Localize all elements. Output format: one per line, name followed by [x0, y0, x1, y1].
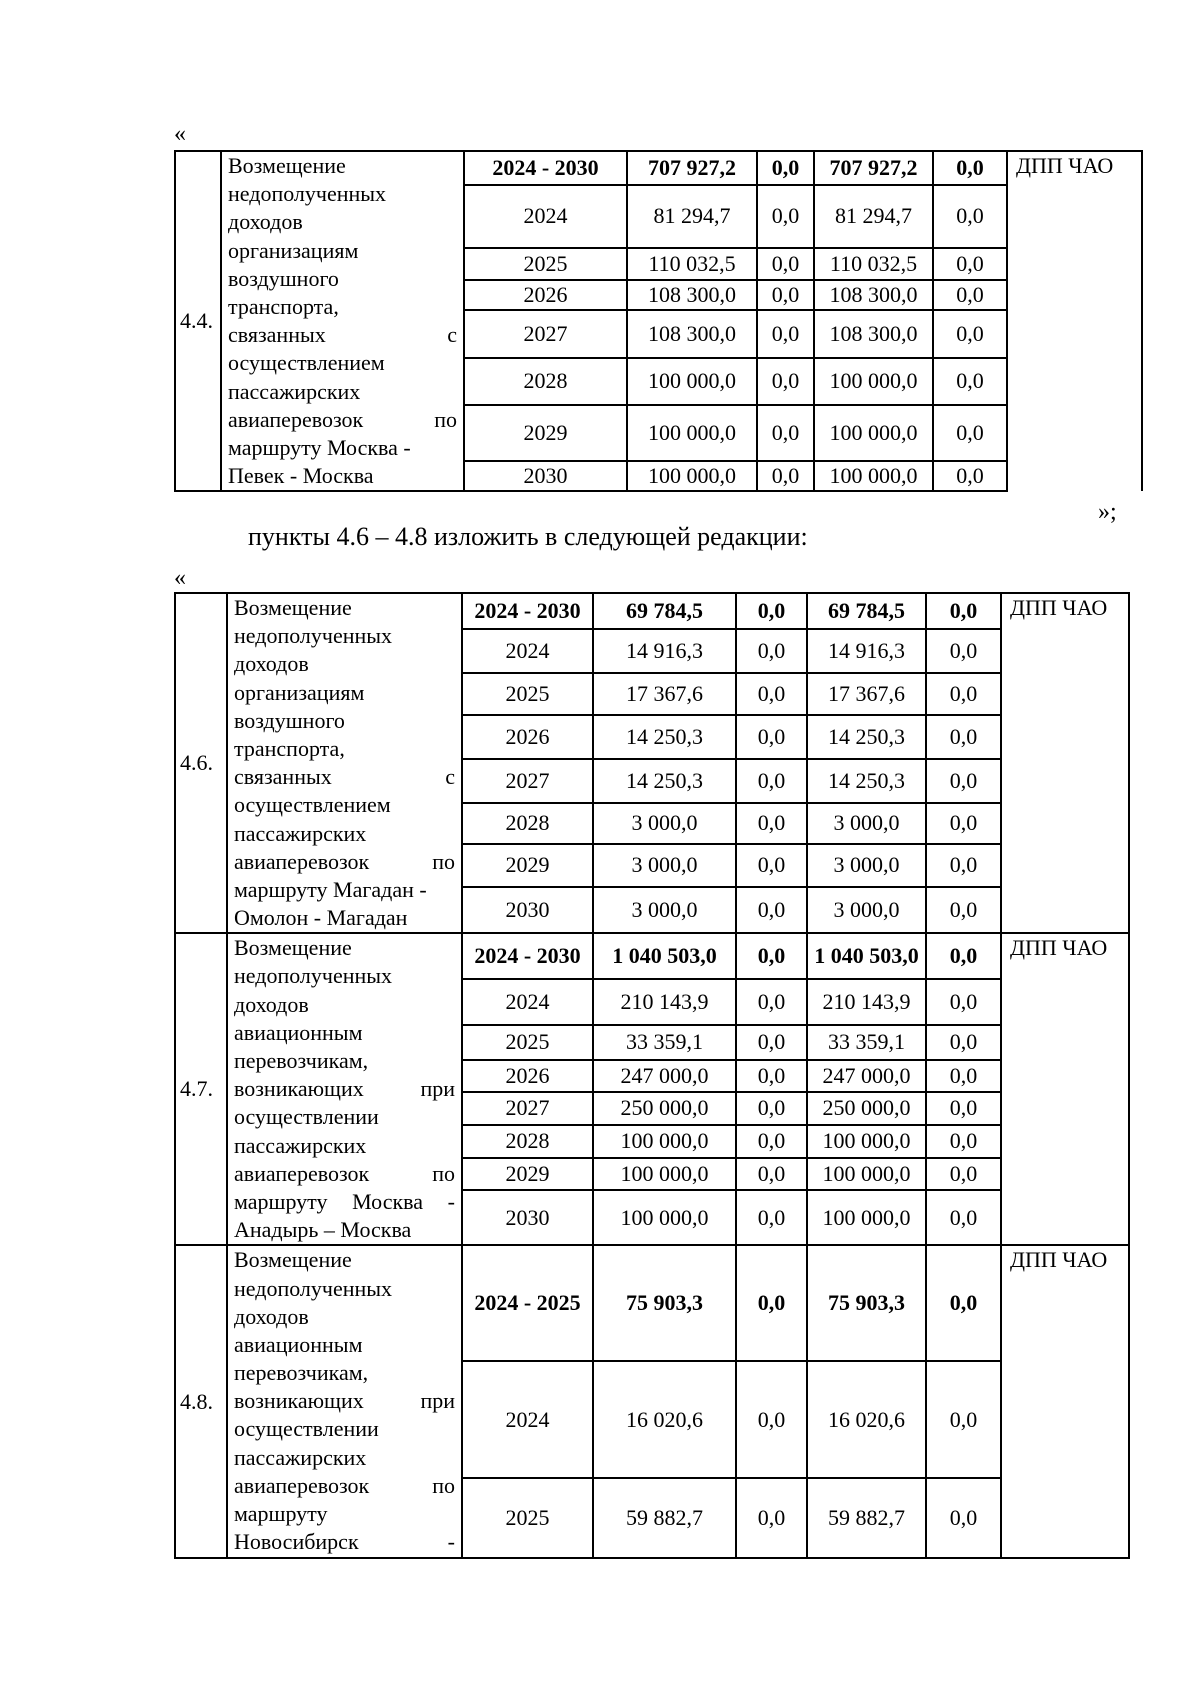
total-cell: 110 032,5 — [627, 248, 757, 280]
description-word: Возмещение — [234, 595, 352, 620]
description-line — [234, 934, 455, 962]
description-line — [228, 293, 457, 321]
description-line — [234, 991, 455, 1019]
total-cell: 75 903,3 — [593, 1245, 736, 1361]
funding-cell-1: 0,0 — [736, 803, 807, 844]
item-description — [227, 593, 462, 933]
description-line — [234, 791, 455, 819]
description-line — [228, 434, 457, 462]
description-word: Возмещение — [234, 1247, 352, 1273]
funding-cell-2: 250 000,0 — [807, 1092, 926, 1125]
description-word: транспорта, — [234, 735, 345, 761]
description-word: воздушного — [234, 707, 345, 733]
description-word: недополученных — [228, 181, 387, 207]
period-cell: 2024 - 2030 — [462, 933, 593, 979]
description-word: возникающих — [234, 1076, 364, 1102]
description-line — [228, 152, 457, 180]
description-line — [234, 1160, 455, 1188]
funding-cell-2: 100 000,0 — [814, 405, 933, 461]
period-cell: 2025 — [464, 248, 627, 280]
description-line — [234, 735, 455, 763]
funding-cell-1: 0,0 — [736, 887, 807, 933]
description-line — [234, 1188, 455, 1216]
description-line — [228, 378, 457, 406]
description-line — [228, 265, 457, 293]
description-word: маршруту Москва - — [228, 434, 411, 460]
open-quote-2: « — [174, 565, 186, 591]
funding-cell-3: 0,0 — [926, 1060, 1001, 1092]
table-items-4-6-to-4-8 — [174, 592, 1130, 1559]
funding-cell-1: 0,0 — [736, 629, 807, 673]
period-cell: 2029 — [462, 844, 593, 887]
funding-cell-2: 100 000,0 — [807, 1125, 926, 1158]
funding-cell-3: 0,0 — [926, 1158, 1001, 1190]
funding-cell-1: 0,0 — [736, 1092, 807, 1125]
description-line — [234, 1331, 455, 1359]
responsible-executor: ДПП ЧАО — [1007, 151, 1142, 491]
description-word: Певек - Москва — [228, 463, 374, 489]
period-cell: 2027 — [462, 759, 593, 803]
description-word: Анадырь – Москва — [234, 1217, 412, 1243]
total-cell: 3 000,0 — [593, 844, 736, 887]
total-cell: 69 784,5 — [593, 593, 736, 629]
funding-cell-3: 0,0 — [926, 979, 1001, 1024]
description-word: транспорта, — [228, 293, 339, 319]
description-word: - — [447, 1529, 455, 1555]
total-cell: 108 300,0 — [627, 280, 757, 310]
funding-cell-3: 0,0 — [933, 310, 1007, 358]
period-cell: 2025 — [462, 1478, 593, 1558]
period-cell: 2024 — [462, 979, 593, 1024]
funding-cell-3: 0,0 — [926, 887, 1001, 933]
funding-cell-2: 100 000,0 — [814, 461, 933, 491]
table-row — [175, 933, 1129, 979]
description-line — [228, 208, 457, 236]
description-line — [234, 1246, 455, 1274]
funding-cell-2: 59 882,7 — [807, 1478, 926, 1558]
total-cell: 1 040 503,0 — [593, 933, 736, 979]
description-word: воздушного — [228, 265, 339, 291]
description-line — [234, 1216, 455, 1244]
funding-cell-2: 108 300,0 — [814, 310, 933, 358]
description-word: доходов — [234, 651, 309, 677]
description-word: Омолон - Магадан — [234, 905, 408, 931]
total-cell: 3 000,0 — [593, 803, 736, 844]
description-word: перевозчикам, — [234, 1048, 369, 1073]
table-row — [175, 1245, 1129, 1361]
description-word: при — [420, 1388, 455, 1414]
period-cell: 2026 — [462, 1060, 593, 1092]
funding-cell-3: 0,0 — [926, 803, 1001, 844]
close-quote: »; — [1098, 499, 1117, 525]
description-word: авиаперевозок — [234, 1472, 370, 1498]
period-cell: 2027 — [462, 1092, 593, 1125]
description-word: авиаперевозок — [234, 848, 370, 874]
funding-cell-2: 14 916,3 — [807, 629, 926, 673]
description-line — [234, 1528, 455, 1556]
description-line — [234, 820, 455, 848]
funding-cell-1: 0,0 — [736, 673, 807, 715]
description-line — [234, 962, 455, 990]
period-cell: 2024 - 2025 — [462, 1245, 593, 1361]
period-cell: 2030 — [462, 887, 593, 933]
total-cell: 3 000,0 — [593, 887, 736, 933]
funding-cell-2: 108 300,0 — [814, 280, 933, 310]
funding-cell-2: 247 000,0 — [807, 1060, 926, 1092]
funding-cell-1: 0,0 — [757, 280, 814, 310]
funding-cell-3: 0,0 — [926, 1125, 1001, 1158]
open-quote-1: « — [174, 121, 186, 147]
total-cell: 210 143,9 — [593, 979, 736, 1024]
funding-cell-2: 81 294,7 — [814, 185, 933, 247]
funding-cell-3: 0,0 — [933, 185, 1007, 247]
funding-cell-1: 0,0 — [757, 151, 814, 185]
total-cell: 33 359,1 — [593, 1025, 736, 1060]
funding-cell-3: 0,0 — [926, 1190, 1001, 1245]
total-cell: 108 300,0 — [627, 310, 757, 358]
funding-cell-2: 110 032,5 — [814, 248, 933, 280]
description-line — [234, 1019, 455, 1047]
description-line — [234, 594, 455, 622]
description-word: осуществлении — [234, 1104, 379, 1130]
description-line — [234, 904, 455, 932]
funding-cell-1: 0,0 — [736, 844, 807, 887]
funding-cell-2: 3 000,0 — [807, 887, 926, 933]
funding-cell-3: 0,0 — [933, 151, 1007, 185]
item-number: 4.7. — [175, 933, 227, 1245]
total-cell: 14 916,3 — [593, 629, 736, 673]
total-cell: 250 000,0 — [593, 1092, 736, 1125]
description-word: - — [447, 1188, 455, 1214]
description-word: по — [434, 406, 457, 432]
item-description — [227, 1245, 462, 1558]
intro-sentence: пункты 4.6 – 4.8 изложить в следующей редакции: — [248, 522, 808, 551]
period-cell: 2026 — [462, 715, 593, 758]
total-cell: 100 000,0 — [593, 1158, 736, 1190]
funding-cell-1: 0,0 — [736, 1361, 807, 1478]
description-line — [228, 321, 457, 349]
description-word: по — [432, 1160, 455, 1186]
funding-cell-3: 0,0 — [933, 248, 1007, 280]
description-line — [234, 1075, 455, 1103]
total-cell: 707 927,2 — [627, 151, 757, 185]
description-line — [234, 1132, 455, 1160]
funding-cell-1: 0,0 — [757, 248, 814, 280]
item-number: 4.8. — [175, 1245, 227, 1558]
total-cell: 100 000,0 — [627, 461, 757, 491]
period-cell: 2028 — [464, 358, 627, 404]
description-line — [234, 1472, 455, 1500]
total-cell: 81 294,7 — [627, 185, 757, 247]
funding-cell-1: 0,0 — [757, 461, 814, 491]
period-cell: 2024 — [464, 185, 627, 247]
funding-cell-1: 0,0 — [736, 1478, 807, 1558]
description-word: авиационным — [234, 1019, 363, 1045]
funding-cell-2: 3 000,0 — [807, 803, 926, 844]
total-cell: 14 250,3 — [593, 715, 736, 758]
item-description — [221, 151, 464, 491]
description-line — [234, 1303, 455, 1331]
description-line — [234, 707, 455, 735]
funding-cell-3: 0,0 — [926, 629, 1001, 673]
item-number: 4.6. — [175, 593, 227, 933]
total-cell: 14 250,3 — [593, 759, 736, 803]
funding-cell-3: 0,0 — [933, 461, 1007, 491]
description-word: организациям — [228, 237, 359, 263]
funding-cell-3: 0,0 — [926, 673, 1001, 715]
description-word: маршруту Магадан - — [234, 876, 427, 902]
funding-cell-3: 0,0 — [926, 933, 1001, 979]
funding-cell-1: 0,0 — [736, 1060, 807, 1092]
funding-cell-1: 0,0 — [736, 715, 807, 758]
funding-cell-3: 0,0 — [926, 593, 1001, 629]
description-word: организациям — [234, 679, 365, 705]
total-cell: 100 000,0 — [627, 405, 757, 461]
funding-cell-3: 0,0 — [926, 844, 1001, 887]
period-cell: 2025 — [462, 1025, 593, 1060]
description-line — [234, 1359, 455, 1387]
funding-cell-2: 100 000,0 — [807, 1190, 926, 1245]
period-cell: 2026 — [464, 280, 627, 310]
description-word: недополученных — [234, 1275, 393, 1301]
description-word: Возмещение — [234, 935, 352, 961]
description-word: авиаперевозок — [228, 406, 364, 432]
funding-cell-3: 0,0 — [926, 1245, 1001, 1361]
description-word: Возмещение — [228, 153, 346, 178]
description-word: доходов — [234, 991, 309, 1017]
description-line — [234, 1047, 455, 1075]
description-word: пассажирских — [228, 378, 361, 404]
total-cell: 247 000,0 — [593, 1060, 736, 1092]
table-row — [175, 151, 1142, 185]
description-line — [228, 406, 457, 434]
description-line — [228, 462, 457, 490]
table-row — [175, 593, 1129, 629]
funding-cell-2: 17 367,6 — [807, 673, 926, 715]
funding-cell-2: 100 000,0 — [807, 1158, 926, 1190]
description-line — [228, 237, 457, 265]
description-word: перевозчикам, — [234, 1360, 369, 1386]
description-word: авиаперевозок — [234, 1160, 370, 1186]
period-cell: 2024 — [462, 1361, 593, 1478]
funding-cell-1: 0,0 — [757, 310, 814, 358]
description-line — [234, 679, 455, 707]
description-line — [234, 763, 455, 791]
total-cell: 100 000,0 — [593, 1125, 736, 1158]
funding-cell-2: 100 000,0 — [814, 358, 933, 404]
funding-cell-3: 0,0 — [926, 1361, 1001, 1478]
funding-cell-2: 707 927,2 — [814, 151, 933, 185]
funding-cell-3: 0,0 — [926, 1092, 1001, 1125]
funding-cell-1: 0,0 — [736, 1125, 807, 1158]
funding-cell-1: 0,0 — [757, 185, 814, 247]
funding-cell-2: 1 040 503,0 — [807, 933, 926, 979]
total-cell: 16 020,6 — [593, 1361, 736, 1478]
funding-cell-2: 33 359,1 — [807, 1025, 926, 1060]
period-cell: 2024 - 2030 — [464, 151, 627, 185]
item-number: 4.4. — [175, 151, 221, 491]
funding-cell-1: 0,0 — [757, 358, 814, 404]
description-word: доходов — [234, 1303, 309, 1329]
description-line — [234, 622, 455, 650]
funding-cell-2: 14 250,3 — [807, 715, 926, 758]
description-line — [228, 349, 457, 377]
description-word: Новосибирск — [234, 1529, 359, 1555]
description-word: связанных — [234, 764, 332, 790]
item-description — [227, 933, 462, 1245]
period-cell: 2029 — [464, 405, 627, 461]
funding-cell-3: 0,0 — [933, 405, 1007, 461]
funding-cell-1: 0,0 — [757, 405, 814, 461]
period-cell: 2024 — [462, 629, 593, 673]
description-word: доходов — [228, 209, 303, 235]
description-line — [234, 1103, 455, 1131]
description-word: с — [447, 322, 457, 348]
funding-cell-2: 210 143,9 — [807, 979, 926, 1024]
funding-cell-2: 3 000,0 — [807, 844, 926, 887]
period-cell: 2028 — [462, 803, 593, 844]
funding-cell-3: 0,0 — [926, 1478, 1001, 1558]
description-word: при — [420, 1076, 455, 1102]
description-line — [234, 1275, 455, 1303]
funding-cell-3: 0,0 — [926, 759, 1001, 803]
description-word: по — [432, 1472, 455, 1498]
description-line — [234, 876, 455, 904]
funding-cell-2: 16 020,6 — [807, 1361, 926, 1478]
responsible-executor: ДПП ЧАО — [1001, 593, 1129, 933]
description-word: с — [445, 764, 455, 790]
total-cell: 100 000,0 — [627, 358, 757, 404]
description-word: осуществлением — [228, 350, 385, 376]
description-word: осуществлением — [234, 792, 391, 818]
description-line — [234, 1500, 455, 1528]
funding-cell-3: 0,0 — [933, 280, 1007, 310]
table-item-4-4 — [174, 150, 1143, 492]
funding-cell-1: 0,0 — [736, 759, 807, 803]
responsible-executor: ДПП ЧАО — [1001, 1245, 1129, 1558]
funding-cell-1: 0,0 — [736, 1190, 807, 1245]
total-cell: 100 000,0 — [593, 1190, 736, 1245]
funding-cell-2: 75 903,3 — [807, 1245, 926, 1361]
period-cell: 2024 - 2030 — [462, 593, 593, 629]
description-word: недополученных — [234, 963, 393, 989]
funding-cell-1: 0,0 — [736, 933, 807, 979]
funding-cell-1: 0,0 — [736, 593, 807, 629]
description-line — [234, 1387, 455, 1415]
description-word: осуществлении — [234, 1416, 379, 1442]
description-word: по — [432, 848, 455, 874]
period-cell: 2027 — [464, 310, 627, 358]
total-cell: 17 367,6 — [593, 673, 736, 715]
funding-cell-1: 0,0 — [736, 1025, 807, 1060]
funding-cell-1: 0,0 — [736, 1245, 807, 1361]
period-cell: 2030 — [462, 1190, 593, 1245]
funding-cell-1: 0,0 — [736, 1158, 807, 1190]
period-cell: 2025 — [462, 673, 593, 715]
description-word: авиационным — [234, 1331, 363, 1357]
description-line — [234, 1444, 455, 1472]
description-line — [234, 1415, 455, 1443]
description-word: пассажирских — [234, 1444, 367, 1470]
period-cell: 2028 — [462, 1125, 593, 1158]
description-word: маршруту — [234, 1501, 328, 1526]
period-cell: 2029 — [462, 1158, 593, 1190]
responsible-executor: ДПП ЧАО — [1001, 933, 1129, 1245]
funding-cell-3: 0,0 — [933, 358, 1007, 404]
funding-cell-2: 69 784,5 — [807, 593, 926, 629]
funding-cell-2: 14 250,3 — [807, 759, 926, 803]
total-cell: 59 882,7 — [593, 1478, 736, 1558]
description-line — [234, 650, 455, 678]
description-word: пассажирских — [234, 820, 367, 846]
description-word: возникающих — [234, 1388, 364, 1414]
period-cell: 2030 — [464, 461, 627, 491]
funding-cell-1: 0,0 — [736, 979, 807, 1024]
funding-cell-3: 0,0 — [926, 1025, 1001, 1060]
description-word: недополученных — [234, 623, 393, 649]
description-line — [228, 180, 457, 208]
description-line — [234, 848, 455, 876]
description-word: Москва — [352, 1188, 424, 1214]
funding-cell-3: 0,0 — [926, 715, 1001, 758]
description-word: маршруту — [234, 1188, 328, 1214]
description-word: связанных — [228, 322, 326, 348]
description-word: пассажирских — [234, 1132, 367, 1158]
